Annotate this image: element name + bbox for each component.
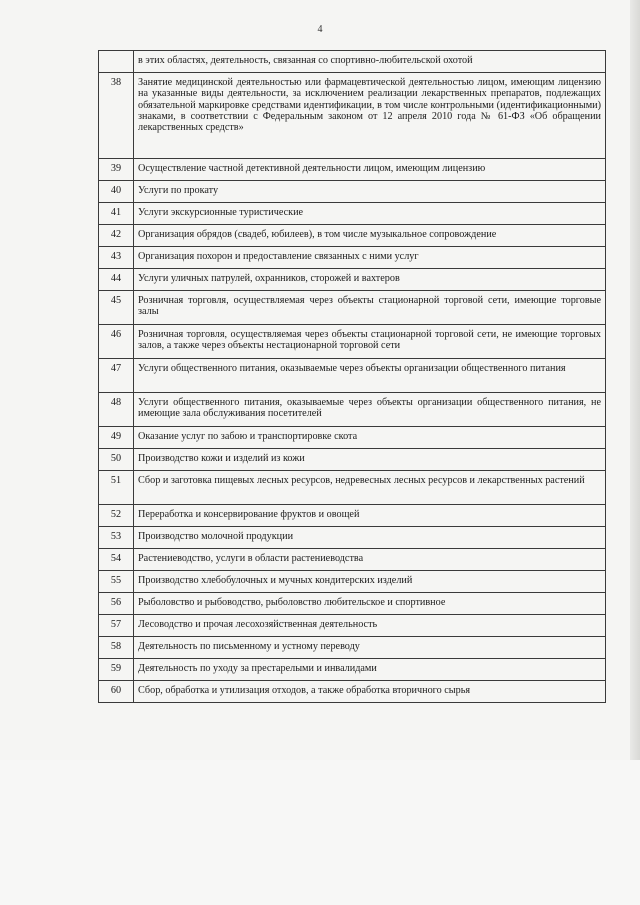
table-row: [99, 291, 606, 325]
row-number: 43: [99, 247, 134, 269]
row-text: Деятельность по письменному и устному переводу: [134, 637, 606, 659]
row-number: 51: [99, 471, 134, 505]
row-number: 60: [99, 681, 134, 703]
row-number: 58: [99, 637, 134, 659]
row-text: Лесоводство и прочая лесохозяйственная деятельность: [134, 615, 606, 637]
row-number: 42: [99, 225, 134, 247]
table-row: [99, 181, 606, 203]
activities-table: [98, 50, 606, 703]
row-number: 41: [99, 203, 134, 225]
row-number: 57: [99, 615, 134, 637]
table-row: [99, 659, 606, 681]
table-row: [99, 225, 606, 247]
table-row: [99, 393, 606, 427]
row-text: Деятельность по уходу за престарелыми и инвалидами: [134, 659, 606, 681]
table-row: [99, 449, 606, 471]
row-text: Организация обрядов (свадеб, юбилеев), в том числе музыкальное сопровождение: [134, 225, 606, 247]
row-text: Сбор и заготовка пищевых лесных ресурсов, недревесных лесных ресурсов и лекарственных растений: [134, 471, 606, 505]
row-number: 54: [99, 549, 134, 571]
row-number: 59: [99, 659, 134, 681]
row-text: в этих областях, деятельность, связанная со спортивно-любительской охотой: [134, 51, 606, 73]
row-text: Услуги общественного питания, оказываемые через объекты организации общественного питания: [134, 359, 606, 393]
row-number: 47: [99, 359, 134, 393]
row-text: Услуги уличных патрулей, охранников, сторожей и вахтеров: [134, 269, 606, 291]
row-text: Производство молочной продукции: [134, 527, 606, 549]
table-row: [99, 203, 606, 225]
table-row: [99, 427, 606, 449]
page-number: 4: [317, 24, 323, 35]
table-row: [99, 51, 606, 73]
row-text: Розничная торговля, осуществляемая через объекты стационарной торговой сети, имеющие торговые залы: [134, 291, 606, 325]
row-number: 40: [99, 181, 134, 203]
row-text: Переработка и консервирование фруктов и овощей: [134, 505, 606, 527]
table-row: [99, 471, 606, 505]
row-text: Организация похорон и предоставление связанных с ними услуг: [134, 247, 606, 269]
row-number: [99, 51, 134, 73]
row-text: Услуги общественного питания, оказываемые через объекты организации общественного питания, не имеющие зала обслуживания посетителей: [134, 393, 606, 427]
table-row: [99, 615, 606, 637]
row-number: 52: [99, 505, 134, 527]
row-text: Услуги экскурсионные туристические: [134, 203, 606, 225]
row-number: 49: [99, 427, 134, 449]
table-row: [99, 571, 606, 593]
row-number: 44: [99, 269, 134, 291]
table-row: [99, 527, 606, 549]
row-number: 55: [99, 571, 134, 593]
row-number: 46: [99, 325, 134, 359]
row-text: Оказание услуг по забою и транспортировке скота: [134, 427, 606, 449]
table-row: [99, 247, 606, 269]
row-text: Услуги по прокату: [134, 181, 606, 203]
blank-margin: [0, 760, 640, 905]
table-row: [99, 549, 606, 571]
table-row: [99, 73, 606, 159]
row-number: 45: [99, 291, 134, 325]
row-text: Растениеводство, услуги в области растениеводства: [134, 549, 606, 571]
row-text: Занятие медицинской деятельностью или фармацевтической деятельностью лицом, имеющим лицензию на указанные виды деятельности, за исключением реализации лекарственных препаратов, подлежащих обязательной маркировке средствами идентификации, в том числе контрольными (идентификационными) знаками, в соответствии с Федеральным законом от 12 апреля 2010 года № 61-ФЗ «Об обращении лекарственных средств»: [134, 73, 606, 159]
row-text: Осуществление частной детективной деятельности лицом, имеющим лицензию: [134, 159, 606, 181]
row-number: 48: [99, 393, 134, 427]
table-row: [99, 637, 606, 659]
row-text: Производство кожи и изделий из кожи: [134, 449, 606, 471]
table-row: [99, 505, 606, 527]
row-text: Рыболовство и рыбоводство, рыболовство любительское и спортивное: [134, 593, 606, 615]
scan-shadow-edge: [630, 0, 640, 762]
table-row: [99, 325, 606, 359]
table-row: [99, 681, 606, 703]
row-number: 39: [99, 159, 134, 181]
row-number: 50: [99, 449, 134, 471]
table-row: [99, 159, 606, 181]
table-row: [99, 593, 606, 615]
row-text: Производство хлебобулочных и мучных кондитерских изделий: [134, 571, 606, 593]
row-number: 56: [99, 593, 134, 615]
row-text: Сбор, обработка и утилизация отходов, а также обработка вторичного сырья: [134, 681, 606, 703]
row-number: 38: [99, 73, 134, 159]
table-row: [99, 359, 606, 393]
row-text: Розничная торговля, осуществляемая через объекты стационарной торговой сети, не имеющие торговых залов, а также через объекты нестационарной торговой сети: [134, 325, 606, 359]
table-row: [99, 269, 606, 291]
row-number: 53: [99, 527, 134, 549]
